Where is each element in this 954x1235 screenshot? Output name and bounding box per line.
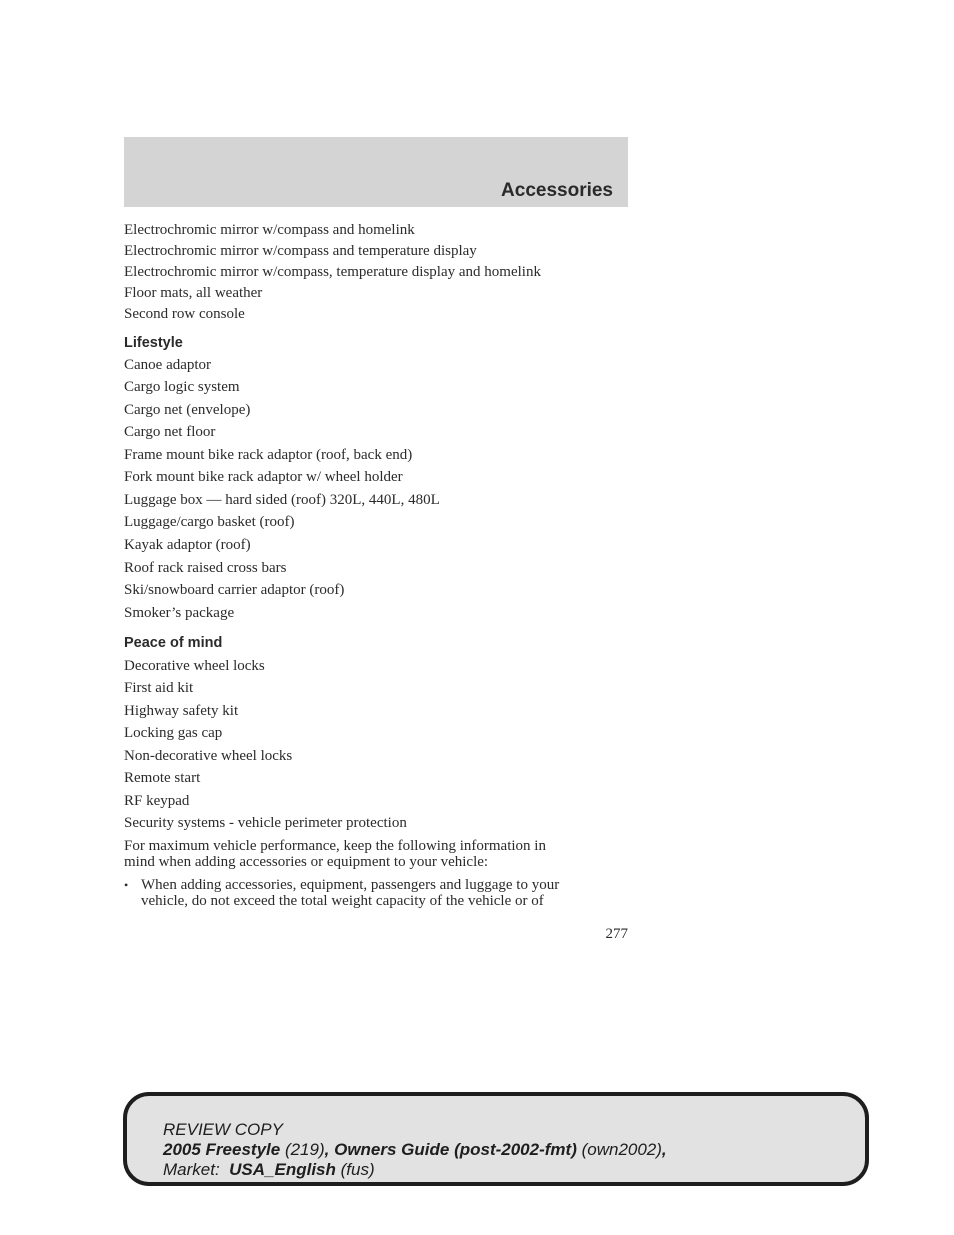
lifestyle-heading: Lifestyle (124, 335, 183, 351)
list-item: Fork mount bike rack adaptor w/ wheel holder (124, 469, 403, 485)
list-item: Kayak adaptor (roof) (124, 537, 251, 553)
paragraph-line: For maximum vehicle performance, keep the following information in (124, 838, 546, 854)
list-item: First aid kit (124, 680, 194, 696)
list-item: Cargo net (envelope) (124, 402, 251, 418)
review-copy-text (163, 1120, 667, 1180)
list-item: Frame mount bike rack adaptor (roof, back end) (124, 447, 413, 463)
review-copy-line-3 (163, 1160, 667, 1180)
review-copy-line-2 (163, 1140, 667, 1160)
list-item: Luggage box — hard sided (roof) 320L, 440L, 480L (124, 492, 440, 508)
list-item: Electrochromic mirror w/compass, temperature display and homelink (124, 264, 541, 280)
section-title: Accessories (501, 180, 613, 201)
list-item: Non-decorative wheel locks (124, 748, 293, 764)
paragraph-line: mind when adding accessories or equipment to your vehicle: (124, 854, 489, 870)
list-item: Highway safety kit (124, 703, 239, 719)
list-item: Security systems - vehicle perimeter protection (124, 815, 407, 831)
list-item: Remote start (124, 770, 201, 786)
performance-paragraph (124, 838, 624, 870)
section-header-bar (124, 137, 628, 207)
review-copy-box (123, 1092, 869, 1186)
peace-of-mind-heading: Peace of mind (124, 635, 223, 651)
list-item: Cargo net floor (124, 424, 216, 440)
bullet-line: vehicle, do not exceed the total weight capacity of the vehicle or of (141, 893, 544, 909)
list-item: Roof rack raised cross bars (124, 560, 287, 576)
guide-code: (own2002) (581, 1140, 662, 1159)
list-item: Luggage/cargo basket (roof) (124, 514, 295, 530)
list-item: RF keypad (124, 793, 190, 809)
list-item: Canoe adaptor (124, 357, 212, 373)
bullet-line: When adding accessories, equipment, passengers and luggage to your (141, 877, 560, 893)
market-code: (fus) (340, 1160, 375, 1179)
review-copy-label: REVIEW COPY (163, 1120, 283, 1139)
separator: , (324, 1140, 330, 1159)
list-item: Floor mats, all weather (124, 285, 263, 301)
list-item: Locking gas cap (124, 725, 223, 741)
list-item: Second row console (124, 306, 245, 322)
market-label: Market: (163, 1160, 220, 1179)
guide-name: Owners Guide (post-2002-fmt) (334, 1140, 577, 1159)
bullet-symbol: • (124, 878, 129, 892)
separator: , (661, 1140, 667, 1159)
model-code: (219) (284, 1140, 325, 1159)
market-name: USA_English (229, 1160, 336, 1179)
list-item: Smoker’s package (124, 605, 235, 621)
model-name: 2005 Freestyle (163, 1140, 281, 1159)
bullet-text (141, 877, 631, 909)
list-item: Cargo logic system (124, 379, 240, 395)
list-item: Electrochromic mirror w/compass and temperature display (124, 243, 477, 259)
page-number: 277 (605, 926, 628, 942)
bullet-item (124, 877, 624, 911)
list-item: Ski/snowboard carrier adaptor (roof) (124, 582, 345, 598)
list-item: Decorative wheel locks (124, 658, 265, 674)
list-item: Electrochromic mirror w/compass and homelink (124, 222, 415, 238)
